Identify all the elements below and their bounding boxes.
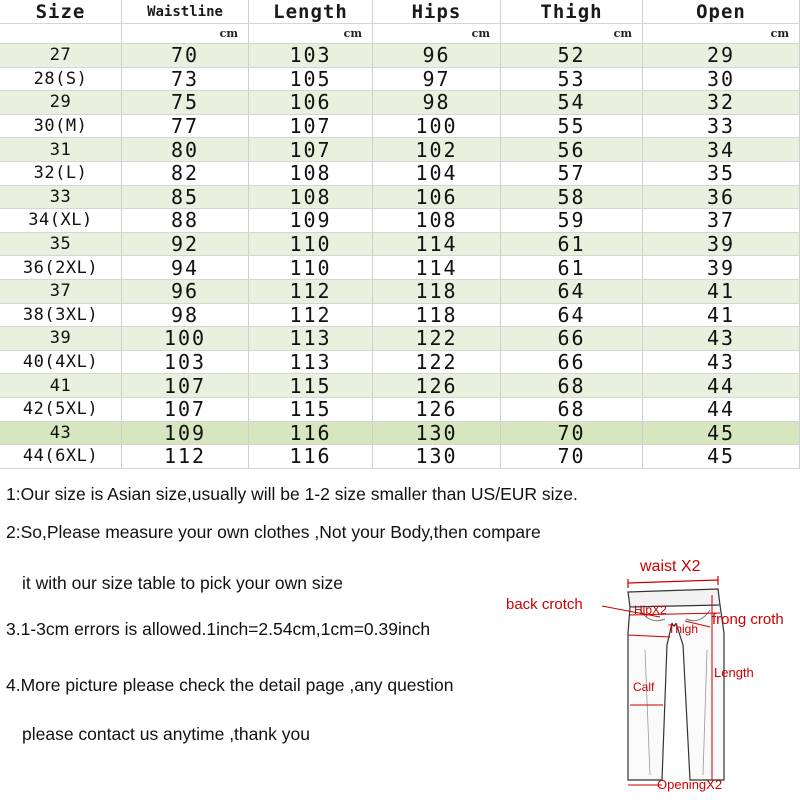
- table-cell-length: 108: [249, 162, 373, 186]
- table-cell-open: 45: [643, 445, 800, 469]
- table-cell-thigh: 66: [501, 351, 643, 375]
- table-cell-size: 27: [0, 44, 122, 68]
- table-cell-waistline: 92: [122, 233, 249, 257]
- table-cell-waistline: 70: [122, 44, 249, 68]
- table-cell-open: 44: [643, 374, 800, 398]
- table-cell-size: 40(4XL): [0, 351, 122, 375]
- table-cell-open: 33: [643, 115, 800, 139]
- label-thigh: Thigh: [668, 622, 699, 636]
- table-cell-open: 41: [643, 280, 800, 304]
- table-cell-thigh: 68: [501, 374, 643, 398]
- table-cell-waistline: 88: [122, 209, 249, 233]
- table-cell-thigh: 64: [501, 280, 643, 304]
- unit-open: cm: [643, 24, 800, 44]
- unit-waistline: cm: [122, 24, 249, 44]
- table-cell-open: 35: [643, 162, 800, 186]
- table-cell-size: 34(XL): [0, 209, 122, 233]
- table-cell-hips: 97: [373, 68, 501, 92]
- table-cell-waistline: 96: [122, 280, 249, 304]
- table-cell-length: 112: [249, 304, 373, 328]
- table-cell-size: 39: [0, 327, 122, 351]
- table-cell-size: 37: [0, 280, 122, 304]
- pants-outline-icon: [500, 555, 800, 800]
- table-cell-thigh: 64: [501, 304, 643, 328]
- unit-length: cm: [249, 24, 373, 44]
- header-length: Length: [249, 0, 373, 24]
- table-cell-open: 34: [643, 138, 800, 162]
- table-cell-waistline: 94: [122, 256, 249, 280]
- label-length: Length: [714, 665, 754, 680]
- table-cell-hips: 114: [373, 256, 501, 280]
- table-cell-thigh: 61: [501, 256, 643, 280]
- table-cell-open: 41: [643, 304, 800, 328]
- table-cell-waistline: 77: [122, 115, 249, 139]
- table-cell-thigh: 70: [501, 445, 643, 469]
- table-cell-hips: 118: [373, 280, 501, 304]
- table-cell-size: 35: [0, 233, 122, 257]
- pants-measure-diagram: [500, 555, 800, 800]
- table-cell-hips: 104: [373, 162, 501, 186]
- label-back-crotch: back crotch: [506, 596, 583, 613]
- header-hips: Hips: [373, 0, 501, 24]
- table-cell-open: 37: [643, 209, 800, 233]
- table-cell-size: 31: [0, 138, 122, 162]
- table-cell-size: 36(2XL): [0, 256, 122, 280]
- table-cell-hips: 130: [373, 445, 501, 469]
- table-cell-open: 44: [643, 398, 800, 422]
- table-cell-size: 38(3XL): [0, 304, 122, 328]
- table-cell-size: 29: [0, 91, 122, 115]
- table-cell-hips: 126: [373, 374, 501, 398]
- table-cell-length: 113: [249, 351, 373, 375]
- table-cell-size: 33: [0, 186, 122, 210]
- header-thigh: Thigh: [501, 0, 643, 24]
- table-cell-thigh: 66: [501, 327, 643, 351]
- table-cell-thigh: 54: [501, 91, 643, 115]
- table-cell-thigh: 55: [501, 115, 643, 139]
- label-front-crotch: frong croth: [712, 611, 784, 628]
- table-cell-open: 39: [643, 233, 800, 257]
- note-compare-table: it with our size table to pick your own size: [22, 573, 343, 593]
- table-cell-size: 43: [0, 422, 122, 446]
- header-waistline: Waistline: [122, 0, 249, 24]
- table-cell-thigh: 53: [501, 68, 643, 92]
- table-cell-open: 32: [643, 91, 800, 115]
- label-hip: HipX2: [634, 603, 667, 617]
- table-cell-thigh: 58: [501, 186, 643, 210]
- table-cell-hips: 98: [373, 91, 501, 115]
- table-cell-length: 112: [249, 280, 373, 304]
- table-cell-size: 44(6XL): [0, 445, 122, 469]
- table-cell-thigh: 52: [501, 44, 643, 68]
- table-cell-thigh: 56: [501, 138, 643, 162]
- table-cell-size: 28(S): [0, 68, 122, 92]
- table-cell-length: 113: [249, 327, 373, 351]
- header-size: Size: [0, 0, 122, 24]
- table-cell-waistline: 100: [122, 327, 249, 351]
- table-cell-thigh: 70: [501, 422, 643, 446]
- table-cell-open: 45: [643, 422, 800, 446]
- note-detail-page: 4.More picture please check the detail page ,any question: [6, 675, 454, 695]
- table-cell-hips: 106: [373, 186, 501, 210]
- table-cell-open: 30: [643, 68, 800, 92]
- table-cell-thigh: 61: [501, 233, 643, 257]
- table-cell-waistline: 75: [122, 91, 249, 115]
- table-cell-hips: 114: [373, 233, 501, 257]
- unit-thigh: cm: [501, 24, 643, 44]
- table-cell-size: 30(M): [0, 115, 122, 139]
- note-contact-us: please contact us anytime ,thank you: [22, 724, 310, 744]
- table-cell-waistline: 107: [122, 398, 249, 422]
- table-cell-hips: 102: [373, 138, 501, 162]
- table-cell-length: 116: [249, 422, 373, 446]
- table-cell-waistline: 73: [122, 68, 249, 92]
- table-cell-thigh: 68: [501, 398, 643, 422]
- table-cell-waistline: 82: [122, 162, 249, 186]
- table-cell-open: 39: [643, 256, 800, 280]
- label-calf: Calf: [633, 680, 655, 694]
- table-cell-waistline: 80: [122, 138, 249, 162]
- table-cell-hips: 126: [373, 398, 501, 422]
- table-cell-thigh: 57: [501, 162, 643, 186]
- table-cell-open: 43: [643, 327, 800, 351]
- table-cell-waistline: 85: [122, 186, 249, 210]
- label-opening: OpeningX2: [657, 777, 723, 792]
- header-open: Open: [643, 0, 800, 24]
- table-cell-length: 107: [249, 115, 373, 139]
- table-cell-length: 103: [249, 44, 373, 68]
- table-cell-length: 115: [249, 398, 373, 422]
- table-cell-length: 110: [249, 256, 373, 280]
- table-cell-waistline: 109: [122, 422, 249, 446]
- label-waist: waist X2: [640, 558, 701, 575]
- table-cell-size: 42(5XL): [0, 398, 122, 422]
- table-cell-waistline: 107: [122, 374, 249, 398]
- table-cell-length: 106: [249, 91, 373, 115]
- note-measure-clothes: 2:So,Please measure your own clothes ,Not your Body,then compare: [6, 522, 541, 542]
- table-cell-waistline: 98: [122, 304, 249, 328]
- table-cell-hips: 122: [373, 327, 501, 351]
- table-cell-length: 115: [249, 374, 373, 398]
- table-cell-hips: 118: [373, 304, 501, 328]
- table-cell-hips: 96: [373, 44, 501, 68]
- table-cell-waistline: 103: [122, 351, 249, 375]
- table-cell-length: 109: [249, 209, 373, 233]
- note-asian-size: 1:Our size is Asian size,usually will be 1-2 size smaller than US/EUR size.: [6, 484, 578, 504]
- table-cell-waistline: 112: [122, 445, 249, 469]
- table-cell-length: 108: [249, 186, 373, 210]
- note-errors-allowed: 3.1-3cm errors is allowed.1inch=2.54cm,1cm=0.39inch: [6, 619, 431, 639]
- unit-hips: cm: [373, 24, 501, 44]
- table-cell-thigh: 59: [501, 209, 643, 233]
- unit-size: [0, 24, 122, 44]
- table-cell-hips: 130: [373, 422, 501, 446]
- table-cell-open: 36: [643, 186, 800, 210]
- table-cell-length: 110: [249, 233, 373, 257]
- table-cell-length: 105: [249, 68, 373, 92]
- table-cell-length: 116: [249, 445, 373, 469]
- table-cell-size: 41: [0, 374, 122, 398]
- table-cell-hips: 108: [373, 209, 501, 233]
- table-cell-hips: 122: [373, 351, 501, 375]
- table-cell-hips: 100: [373, 115, 501, 139]
- table-cell-open: 43: [643, 351, 800, 375]
- table-cell-size: 32(L): [0, 162, 122, 186]
- table-cell-length: 107: [249, 138, 373, 162]
- table-cell-open: 29: [643, 44, 800, 68]
